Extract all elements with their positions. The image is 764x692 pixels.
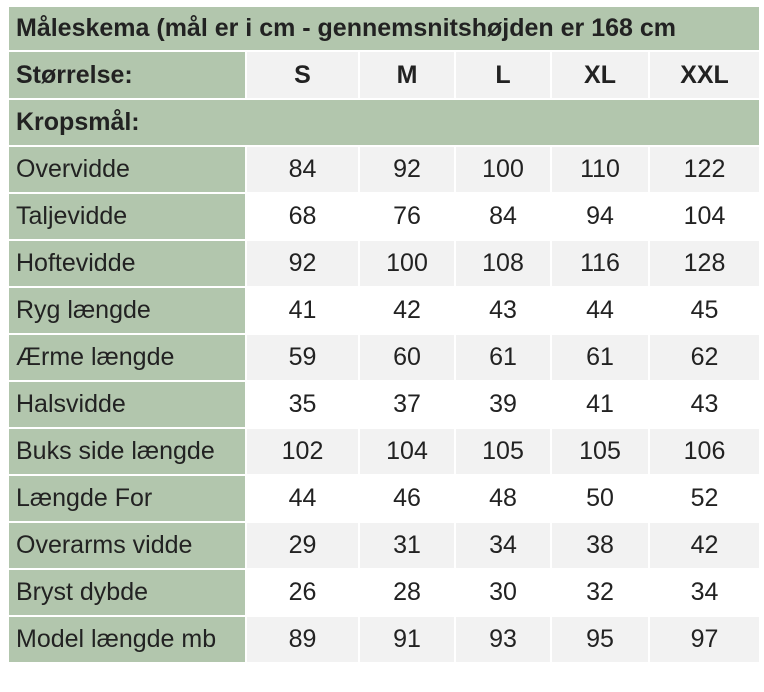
table-row xyxy=(8,475,760,522)
cell-value: 61 xyxy=(551,334,649,381)
row-label: Ryg længde xyxy=(8,287,246,334)
size-header-row xyxy=(8,51,760,99)
cell-value: 43 xyxy=(455,287,551,334)
cell-value: 61 xyxy=(455,334,551,381)
row-label: Buks side længde xyxy=(8,428,246,475)
table-row xyxy=(8,569,760,616)
cell-value: 31 xyxy=(359,522,455,569)
row-label: Overvidde xyxy=(8,146,246,193)
row-label: Halsvidde xyxy=(8,381,246,428)
cell-value: 110 xyxy=(551,146,649,193)
cell-value: 45 xyxy=(649,287,760,334)
cell-value: 38 xyxy=(551,522,649,569)
cell-value: 41 xyxy=(551,381,649,428)
table-row xyxy=(8,334,760,381)
cell-value: 39 xyxy=(455,381,551,428)
cell-value: 62 xyxy=(649,334,760,381)
cell-value: 104 xyxy=(649,193,760,240)
row-label: Bryst dybde xyxy=(8,569,246,616)
cell-value: 48 xyxy=(455,475,551,522)
table-row xyxy=(8,522,760,569)
cell-value: 44 xyxy=(551,287,649,334)
cell-value: 89 xyxy=(246,616,359,663)
size-chart xyxy=(6,4,760,688)
title-row xyxy=(8,6,760,51)
cell-value: 92 xyxy=(359,146,455,193)
cell-value: 35 xyxy=(246,381,359,428)
table-title: Måleskema (mål er i cm - gennemsnitshøjden er 168 cm xyxy=(8,6,760,51)
cell-value: 43 xyxy=(649,381,760,428)
row-label: Taljevidde xyxy=(8,193,246,240)
row-label: Hoftevidde xyxy=(8,240,246,287)
cell-value: 68 xyxy=(246,193,359,240)
cell-value: 94 xyxy=(551,193,649,240)
cell-value: 76 xyxy=(359,193,455,240)
size-m: M xyxy=(359,51,455,99)
cell-value: 116 xyxy=(551,240,649,287)
section-label: Kropsmål: xyxy=(8,99,760,146)
row-label: Model længde mb xyxy=(8,616,246,663)
cell-value: 105 xyxy=(455,428,551,475)
table-row xyxy=(8,616,760,663)
cell-value: 92 xyxy=(246,240,359,287)
cell-value: 44 xyxy=(246,475,359,522)
cell-value: 42 xyxy=(359,287,455,334)
cell-value: 42 xyxy=(649,522,760,569)
size-l: L xyxy=(455,51,551,99)
size-xl: XL xyxy=(551,51,649,99)
table-row xyxy=(8,240,760,287)
row-label: Ærme længde xyxy=(8,334,246,381)
table-row xyxy=(8,193,760,240)
cell-value: 106 xyxy=(649,428,760,475)
cell-value: 28 xyxy=(359,569,455,616)
cell-value: 84 xyxy=(455,193,551,240)
size-xxl: XXL xyxy=(649,51,760,99)
size-table xyxy=(7,5,761,664)
cell-value: 26 xyxy=(246,569,359,616)
cell-value: 104 xyxy=(359,428,455,475)
cell-value: 34 xyxy=(649,569,760,616)
cell-value: 59 xyxy=(246,334,359,381)
cell-value: 30 xyxy=(455,569,551,616)
section-row xyxy=(8,99,760,146)
table-row xyxy=(8,287,760,334)
cell-value: 105 xyxy=(551,428,649,475)
cell-value: 34 xyxy=(455,522,551,569)
table-row xyxy=(8,428,760,475)
cell-value: 128 xyxy=(649,240,760,287)
table-row xyxy=(8,381,760,428)
row-label: Overarms vidde xyxy=(8,522,246,569)
cell-value: 102 xyxy=(246,428,359,475)
cell-value: 93 xyxy=(455,616,551,663)
cell-value: 108 xyxy=(455,240,551,287)
row-label: Længde For xyxy=(8,475,246,522)
cell-value: 52 xyxy=(649,475,760,522)
cell-value: 97 xyxy=(649,616,760,663)
cell-value: 91 xyxy=(359,616,455,663)
cell-value: 84 xyxy=(246,146,359,193)
size-header-label: Størrelse: xyxy=(8,51,246,99)
cell-value: 122 xyxy=(649,146,760,193)
cell-value: 41 xyxy=(246,287,359,334)
cell-value: 32 xyxy=(551,569,649,616)
cell-value: 100 xyxy=(455,146,551,193)
cell-value: 37 xyxy=(359,381,455,428)
table-row xyxy=(8,146,760,193)
cell-value: 60 xyxy=(359,334,455,381)
cell-value: 100 xyxy=(359,240,455,287)
cell-value: 95 xyxy=(551,616,649,663)
cell-value: 50 xyxy=(551,475,649,522)
cell-value: 29 xyxy=(246,522,359,569)
cell-value: 46 xyxy=(359,475,455,522)
size-s: S xyxy=(246,51,359,99)
